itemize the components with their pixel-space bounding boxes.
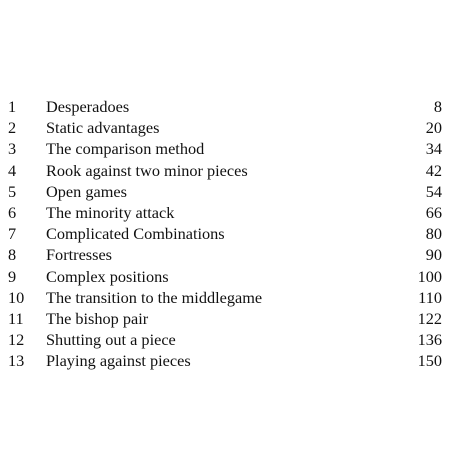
chapter-number: 2 [8, 118, 17, 138]
chapter-number: 7 [8, 224, 17, 244]
page-number: 80 [425, 224, 442, 244]
toc-entry [0, 202, 452, 223]
chapter-title: Shutting out a piece [46, 330, 176, 350]
chapter-number: 9 [8, 266, 17, 286]
page-number: 54 [425, 181, 442, 201]
toc-entry [0, 138, 452, 159]
page-number: 110 [418, 287, 442, 307]
chapter-title: The comparison method [46, 139, 205, 159]
chapter-title: Fortresses [46, 245, 113, 265]
toc-entry [0, 244, 452, 265]
toc-entry [0, 223, 452, 244]
chapter-title: Open games [46, 181, 127, 201]
chapter-title: The transition to the middlegame [46, 287, 263, 307]
toc-entry [0, 266, 452, 287]
page-number: 90 [425, 245, 442, 265]
toc-entry [0, 308, 452, 329]
page-number: 66 [425, 202, 442, 222]
toc-entry [0, 350, 452, 371]
toc-entry [0, 287, 452, 308]
page-number: 42 [425, 160, 442, 180]
page-number: 150 [417, 351, 442, 371]
chapter-number: 6 [8, 202, 17, 222]
page-number: 100 [417, 266, 442, 286]
chapter-title: Complicated Combinations [46, 224, 225, 244]
table-of-contents [0, 96, 452, 371]
page-number: 20 [425, 118, 442, 138]
page-number: 8 [433, 97, 442, 116]
toc-entry [0, 117, 452, 138]
chapter-number: 1 [8, 97, 17, 116]
chapter-number: 3 [8, 139, 17, 159]
chapter-number: 8 [8, 245, 17, 265]
chapter-title: Rook against two minor pieces [46, 160, 248, 180]
chapter-title: Desperadoes [46, 97, 130, 116]
toc-entry [0, 181, 452, 202]
page-number: 122 [417, 308, 442, 328]
chapter-number: 10 [8, 287, 25, 307]
page-number: 136 [417, 330, 442, 350]
chapter-title: The minority attack [46, 202, 175, 222]
chapter-title: Playing against pieces [46, 351, 191, 371]
chapter-title: Complex positions [46, 266, 169, 286]
chapter-title: Static advantages [46, 118, 160, 138]
toc-entry [0, 96, 452, 117]
chapter-number: 12 [8, 330, 25, 350]
chapter-title: The bishop pair [46, 308, 149, 328]
chapter-number: 4 [8, 160, 17, 180]
chapter-number: 11 [8, 308, 24, 328]
toc-entry [0, 160, 452, 181]
chapter-number: 13 [8, 351, 25, 371]
chapter-number: 5 [8, 181, 17, 201]
page-number: 34 [425, 139, 442, 159]
toc-entry [0, 329, 452, 350]
